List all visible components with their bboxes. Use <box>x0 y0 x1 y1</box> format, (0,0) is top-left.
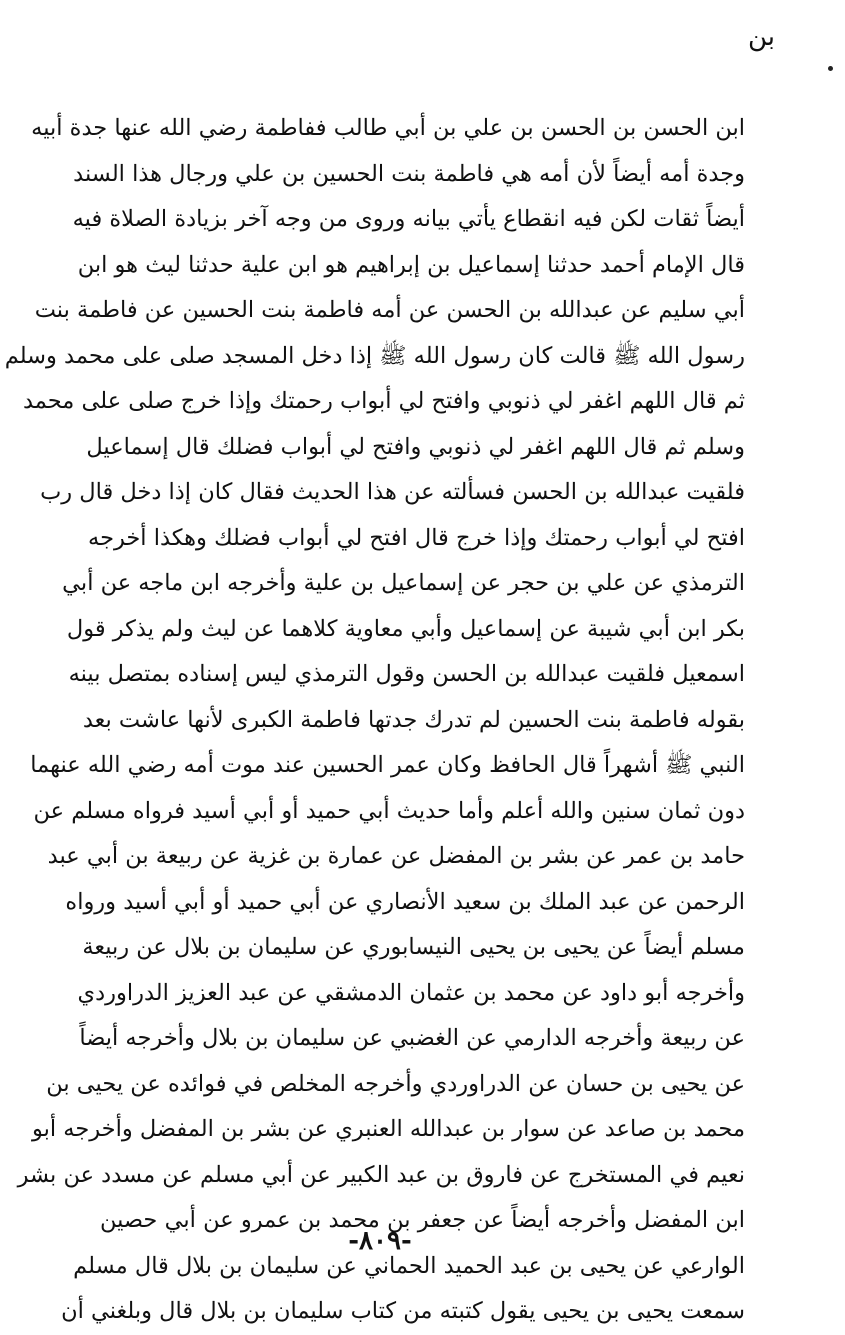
text-line: ثم قال اللهم اغفر لي ذنوبي وافتح لي أبواب رحمتك وإذا خرج صلى على محمد <box>22 388 745 414</box>
text-line: محمد بن صاعد عن سوار بن عبدالله العنبري عن بشر بن المفضل وأخرجه أبو <box>32 1116 745 1142</box>
page-number: -٨٠٩- <box>348 1226 412 1256</box>
text-line: الرحمن عن عبد الملك بن سعيد الأنصاري عن أبي حميد أو أبي أسيد ورواه <box>65 888 745 915</box>
text-line: الوارعي عن يحيى بن عبد الحميد الحماني عن سليمان بن بلال قال مسلم <box>73 1252 745 1279</box>
text-line: أبي سليم عن عبدالله بن الحسن عن أمه فاطمة بنت الحسين عن فاطمة بنت <box>34 297 745 323</box>
text-line: قال الإمام أحمد حدثنا إسماعيل بن إبراهيم هو ابن علية حدثنا ليث هو ابن <box>77 251 745 278</box>
text-line: حامد بن عمر عن بشر بن المفضل عن عمارة بن غزية عن ربيعة بن أبي عبد <box>47 843 745 869</box>
text-line: وجدة أمه أيضاً لأن أمه هي فاطمة بنت الحسين بن علي ورجال هذا السند <box>73 160 745 187</box>
text-line: دون ثمان سنين والله أعلم وأما حديث أبي حميد أو أبي أسيد فرواه مسلم عن <box>33 797 745 824</box>
text-line: افتح لي أبواب رحمتك وإذا خرج قال افتح لي أبواب فضلك وهكذا أخرجه <box>88 524 745 551</box>
running-head: بن <box>747 22 775 52</box>
text-line: وسلم ثم قال اللهم اغفر لي ذنوبي وافتح لي أبواب فضلك قال إسماعيل <box>86 433 745 460</box>
body-text <box>4 106 745 1335</box>
text-line: سمعت يحيى بن يحيى يقول كتبته من كتاب سليمان بن بلال قال وبلغني أن <box>61 1298 745 1324</box>
margin-dot-mark <box>828 66 833 71</box>
text-line: عن ربيعة وأخرجه الدارمي عن الغضبي عن سليمان بن بلال وأخرجه أيضاً <box>79 1025 745 1051</box>
text-line: ابن المفضل وأخرجه أيضاً عن جعفر بن محمد بن عمرو عن أبي حصين <box>100 1207 745 1233</box>
text-line: مسلم أيضاً عن يحيى بن يحيى النيسابوري عن سليمان بن بلال عن ربيعة <box>82 934 745 960</box>
text-line: بقوله فاطمة بنت الحسين لم تدرك جدتها فاطمة الكبرى لأنها عاشت بعد <box>82 706 745 733</box>
text-line: الترمذي عن علي بن حجر عن إسماعيل بن علية وأخرجه ابن ماجه عن أبي <box>62 570 745 596</box>
text-line: اسمعيل فلقيت عبدالله بن الحسن وقول الترمذي ليس إسناده بمتصل بينه <box>68 661 745 687</box>
text-line: النبي ﷺ أشهراً قال الحافظ وكان عمر الحسين عند موت أمه رضي الله عنهما <box>30 752 745 778</box>
text-line: وأخرجه أبو داود عن محمد بن عثمان الدمشقي عن عبد العزيز الدراوردي <box>77 979 745 1006</box>
text-line: نعيم في المستخرج عن فاروق بن عبد الكبير عن أبي مسلم عن مسدد عن بشر <box>17 1161 745 1188</box>
text-line: فلقيت عبدالله بن الحسن فسألته عن هذا الحديث فقال كان إذا دخل قال رب <box>40 479 745 505</box>
text-line: بكر ابن أبي شيبة عن إسماعيل وأبي معاوية كلاهما عن ليث ولم يذكر قول <box>66 615 745 642</box>
text-line: أيضاً ثقات لكن فيه انقطاع يأتي بيانه وروى من وجه آخر بزيادة الصلاة فيه <box>72 206 745 232</box>
text-line: ابن الحسن بن الحسن بن علي بن أبي طالب ففاطمة رضي الله عنها جدة أبيه <box>31 115 745 141</box>
text-line: عن يحيى بن حسان عن الدراوردي وأخرجه المخلص في فوائده عن يحيى بن <box>46 1070 745 1097</box>
text-line: رسول الله ﷺ قالت كان رسول الله ﷺ إذا دخل المسجد صلى على محمد وسلم <box>4 342 745 369</box>
